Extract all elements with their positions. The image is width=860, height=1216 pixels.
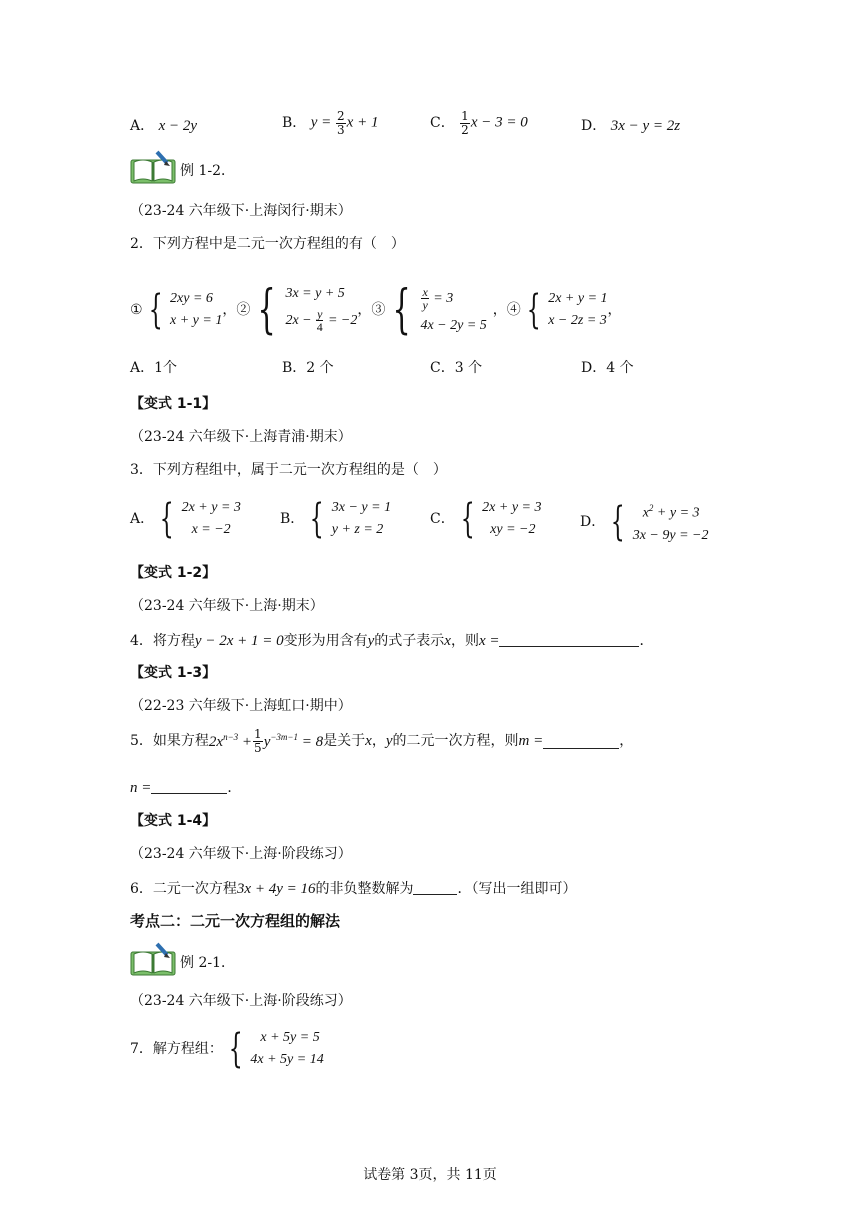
q3-option-d [580, 497, 708, 547]
option-label: C． [430, 360, 455, 376]
section-title: 考点二：二元一次方程组的解法 [130, 912, 341, 930]
fraction [253, 728, 263, 754]
option-expression-part: x + 1 [346, 114, 379, 131]
text-run: 4．将方程 [130, 633, 195, 649]
denominator: y [422, 298, 428, 313]
question-source: （23-24 六年级下·上海·阶段练习） [130, 993, 352, 1009]
book-pencil-icon [130, 942, 176, 976]
brace: { [148, 287, 163, 333]
equation: x = −2 [191, 522, 231, 537]
equation: 3x − 9y = −2 [632, 527, 709, 543]
option-label: D． [581, 360, 607, 376]
equation-system [223, 1027, 324, 1071]
equation: y + z = 2 [331, 522, 384, 537]
q3-option-b [280, 497, 391, 541]
exponent: n−3 [223, 731, 239, 742]
option-label: C． [430, 115, 455, 132]
fraction [336, 110, 346, 136]
answer-blank[interactable] [499, 632, 639, 647]
equation-system [250, 280, 358, 340]
item-marker: ，④ [492, 302, 521, 318]
page-footer: 试卷第 3页，共 11页 [363, 1167, 497, 1183]
item-marker: ，② [222, 302, 251, 318]
example-label: 例 1-2． [180, 163, 235, 179]
option-text: 2 个 [306, 360, 334, 376]
option-label: A． [130, 511, 155, 527]
equation-system [143, 288, 223, 332]
variable: y [367, 633, 375, 649]
equation: 2x + y = 3 [181, 500, 241, 515]
item-marker: ，③ [357, 302, 386, 318]
text-run: 的式子表示 [374, 633, 445, 649]
option-label: B． [282, 115, 307, 132]
brace: { [460, 496, 475, 542]
q3-option-a [130, 497, 241, 541]
equation [420, 283, 486, 315]
variable: y [385, 732, 393, 749]
variant-label: 【变式 1-3】 [130, 665, 217, 681]
equation: y − 2x + 1 = 0 [194, 633, 284, 649]
option-expression: 3x − y = 2z [610, 118, 681, 134]
option-expression-part: x − 3 = 0 [470, 114, 528, 131]
equation-part: = 3 [429, 291, 454, 306]
q2-option-d [581, 361, 634, 375]
question-source: （23-24 六年级下·上海闵行·期末） [130, 203, 352, 219]
example-label: 例 2-1． [180, 955, 235, 971]
equation: xy = −2 [490, 522, 536, 537]
equation-system [521, 288, 608, 332]
variable: x [444, 633, 451, 649]
answer-blank[interactable] [413, 880, 457, 895]
equation-part: 2x − [285, 313, 316, 328]
denominator: 3 [337, 122, 345, 137]
exponent: −3m−1 [270, 731, 299, 742]
text-run: 的二元一次方程，则 [392, 733, 519, 750]
numerator: y [317, 306, 323, 321]
equation-system [385, 280, 487, 340]
q2-option-a [130, 361, 177, 375]
q5-second-line [130, 779, 241, 796]
text-run: 7．解方程组： [130, 1041, 223, 1057]
text-run: ， [371, 733, 386, 750]
q2-option-c [430, 361, 482, 375]
equation: x − 2z = 3 [548, 313, 607, 328]
question-source: （23-24 六年级下·上海·阶段练习） [130, 846, 352, 862]
exponent: 2 [648, 503, 654, 513]
denominator: 4 [316, 320, 323, 335]
option-text: 1个 [154, 360, 178, 376]
equation-part: y [263, 733, 271, 750]
option-label: D． [580, 513, 606, 530]
option-label: B． [282, 360, 307, 376]
text-run: ，则 [450, 633, 479, 649]
equation-part: n = [130, 780, 152, 796]
punctuation: ， [619, 733, 634, 750]
question-stem: 2．下列方程中是二元一次方程组的有（ ） [130, 236, 405, 252]
question-source: （23-24 六年级下·上海·期末） [130, 598, 324, 614]
fraction [316, 308, 323, 334]
equation [285, 305, 357, 337]
book-pencil-icon [130, 150, 176, 184]
variant-label: 【变式 1-2】 [130, 565, 217, 581]
equation-part: + y = 3 [653, 505, 700, 521]
punctuation: ． [227, 780, 242, 796]
option-expression: x − 2y [158, 118, 198, 134]
answer-blank-n[interactable] [151, 779, 227, 794]
numerator: x [422, 284, 428, 299]
equation: 3x = y + 5 [285, 286, 345, 301]
equation-system [455, 497, 542, 541]
brace: { [392, 280, 411, 340]
equation: 2xy = 6 [170, 291, 213, 306]
brace: { [159, 496, 174, 542]
text-run: 的非负整数解为 [315, 881, 414, 897]
variant-label: 【变式 1-4】 [130, 813, 217, 829]
brace: { [257, 280, 276, 340]
option-label: B． [280, 511, 305, 527]
variable: x [365, 732, 372, 749]
text-run: 5．如果方程 [130, 733, 209, 750]
equation: 2x + y = 1 [548, 291, 608, 306]
option-label: D． [581, 118, 607, 134]
equation-part: = 8 [298, 733, 324, 750]
equation [209, 733, 252, 750]
text-run: 6．二元一次方程 [130, 881, 237, 897]
option-label: C． [430, 511, 455, 527]
equation-system [154, 497, 241, 541]
equation: 4x − 2y = 5 [420, 318, 487, 333]
q5-stem [130, 728, 633, 754]
q2-systems [130, 280, 622, 340]
option-expression-part: y = [310, 114, 336, 131]
brace: { [310, 496, 325, 542]
equation-part: x = [478, 633, 500, 649]
question-stem: 3．下列方程组中，属于二元一次方程组的是（ ） [130, 462, 447, 478]
option-text: 3 个 [454, 360, 483, 376]
q4-stem [130, 632, 653, 649]
equation-part: 2x [208, 733, 224, 750]
brace: { [610, 498, 625, 545]
text-run: 是关于 [323, 733, 366, 750]
answer-blank-m[interactable] [543, 734, 619, 749]
text-run: ．（写出一组即可） [457, 881, 577, 897]
numerator: 1 [254, 727, 262, 741]
variant-label: 【变式 1-1】 [130, 396, 217, 412]
fraction [460, 110, 470, 136]
q1-option-c [430, 110, 528, 136]
equation: x + y = 1 [170, 313, 223, 328]
brace: { [526, 287, 541, 333]
item-marker: ① [130, 302, 143, 318]
q6-stem [130, 880, 576, 897]
equation [264, 733, 323, 750]
numerator: 2 [337, 109, 345, 123]
brace: { [228, 1026, 243, 1072]
q7-stem [130, 1027, 324, 1071]
option-label: A． [130, 118, 155, 134]
q2-option-b [282, 361, 334, 375]
punctuation: ， [607, 302, 622, 318]
q1-option-b [282, 110, 378, 136]
question-source: （22-23 六年级下·上海虹口·期中） [130, 698, 352, 714]
equation-system [605, 497, 708, 547]
text-run: 变形为用含有 [283, 633, 368, 649]
fraction [421, 286, 428, 312]
equation: 3x − y = 1 [331, 500, 392, 515]
denominator: 5 [254, 740, 262, 755]
equation: x + 5y = 5 [260, 1030, 320, 1045]
equation: 3x + 4y = 16 [236, 881, 316, 897]
q3-option-c [430, 497, 542, 541]
equation-part: x [642, 505, 649, 521]
numerator: 1 [461, 109, 469, 123]
equation: 2x + y = 3 [482, 500, 542, 515]
equation-part: + [238, 733, 253, 750]
q1-option-d [581, 119, 680, 134]
equation [633, 497, 709, 525]
option-text: 4 个 [606, 360, 634, 376]
equation-part: m = [518, 732, 544, 749]
equation-system [304, 497, 391, 541]
option-label: A． [130, 360, 155, 376]
punctuation: ． [639, 633, 654, 649]
question-source: （23-24 六年级下·上海青浦·期末） [130, 429, 352, 445]
equation-part: = −2 [324, 313, 358, 328]
q1-option-a [130, 119, 197, 134]
denominator: 2 [461, 122, 469, 137]
equation: 4x + 5y = 14 [250, 1052, 324, 1067]
